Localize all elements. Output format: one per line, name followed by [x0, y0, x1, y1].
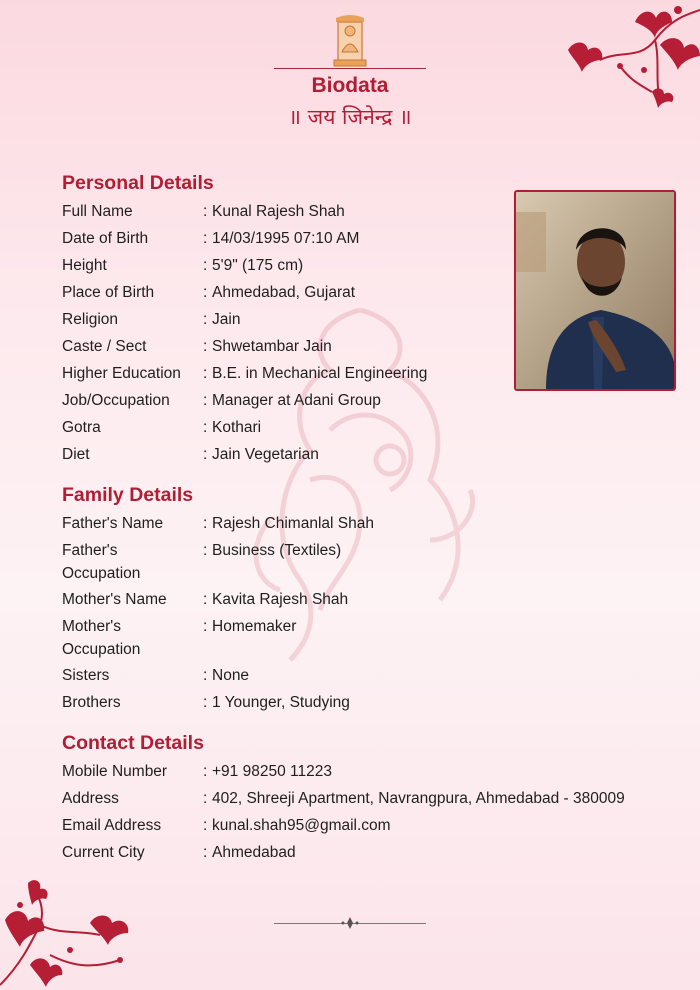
detail-label: Gotra [62, 419, 101, 436]
detail-value: Kavita Rajesh Shah [212, 591, 349, 608]
page-title: Biodata [311, 74, 389, 97]
detail-label: Father's Name [62, 515, 164, 532]
detail-label: Email Address [62, 817, 162, 834]
detail-value: Homemaker [212, 618, 297, 635]
detail-label: Brothers [62, 694, 121, 711]
detail-value: None [212, 667, 250, 684]
detail-label: Current City [62, 844, 145, 861]
section-title-personal: Personal Details [62, 172, 214, 194]
detail-value: kunal.shah95@gmail.com [212, 817, 391, 834]
detail-value: Business (Textiles) [212, 542, 342, 559]
detail-value: Ahmedabad, Gujarat [212, 284, 356, 301]
detail-value: Jain Vegetarian [212, 446, 319, 463]
detail-label: Diet [62, 446, 90, 463]
detail-value: Manager at Adani Group [212, 392, 381, 409]
detail-value: 1 Younger, Studying [212, 694, 350, 711]
detail-value: Jain [212, 311, 241, 328]
floral-vine-icon [0, 875, 145, 990]
detail-value: B.E. in Mechanical Engineering [212, 365, 428, 382]
detail-label: Date of Birth [62, 230, 149, 247]
detail-label: Height [62, 257, 107, 274]
detail-value: Shwetambar Jain [212, 338, 332, 355]
detail-label: Place of Birth [62, 284, 155, 301]
section-title-family: Family Details [62, 484, 194, 506]
detail-value: Kunal Rajesh Shah [212, 203, 345, 220]
header-divider [274, 68, 426, 69]
detail-label: Address [62, 790, 119, 807]
biodata-page: Biodata ॥ जय जिनेन्द्र ॥ Personal Details Full Name : Kunal Rajesh Shah Date of Birth : 14/03/1995 07:10 AM Height : 5'9" (175 cm) Place of Birth : Ahmedabad, Gujarat Religion : Jain Caste / Sect : Shwetambar Jain Higher Education : B.E. in Mechanical Engineering Job/Occupation : Manager at Adani Group Gotra : Kothari Diet : Jain Vegetarian Family Details Father's Name : Rajesh Chimanlal Shah Father's Occupation : Business (Textiles) Mother's Name : Kavita Rajesh Shah Mother's Occupation : Homemaker Sisters : None Brothers : 1 Younger, Studying Contact Details Mobile Number : +91 98250 11223 Address : 402, Shreeji Apartment, Navrangpura, Ahmedabad - 380009 Email Address : kunal.shah95@gmail.com Current City : Ahmedabad [0, 0, 700, 990]
detail-label: Mobile Number [62, 763, 168, 780]
diamond-ornament-icon [340, 917, 360, 929]
detail-value: Ahmedabad [212, 844, 296, 861]
detail-label: Father's Occupation [62, 542, 141, 582]
detail-label: Caste / Sect [62, 338, 147, 355]
detail-label: Job/Occupation [62, 392, 170, 409]
jain-tirthankar-idol-icon [328, 12, 372, 70]
detail-value: Rajesh Chimanlal Shah [212, 515, 374, 532]
detail-label: Sisters [62, 667, 110, 684]
detail-label: Mother's Occupation [62, 618, 141, 658]
detail-label: Mother's Name [62, 591, 167, 608]
detail-label: Religion [62, 311, 119, 328]
detail-value: 14/03/1995 07:10 AM [212, 230, 360, 247]
detail-value: 5'9" (175 cm) [212, 257, 304, 274]
profile-photo [514, 190, 676, 391]
detail-label: Full Name [62, 203, 133, 220]
section-title-contact: Contact Details [62, 732, 204, 754]
detail-value: 402, Shreeji Apartment, Navrangpura, Ahmedabad - 380009 [212, 790, 625, 807]
detail-label: Higher Education [62, 365, 181, 382]
detail-value: Kothari [212, 419, 262, 436]
detail-value: +91 98250 11223 [212, 763, 332, 780]
page-subtitle: ॥ जय जिनेन्द्र ॥ [288, 105, 412, 129]
